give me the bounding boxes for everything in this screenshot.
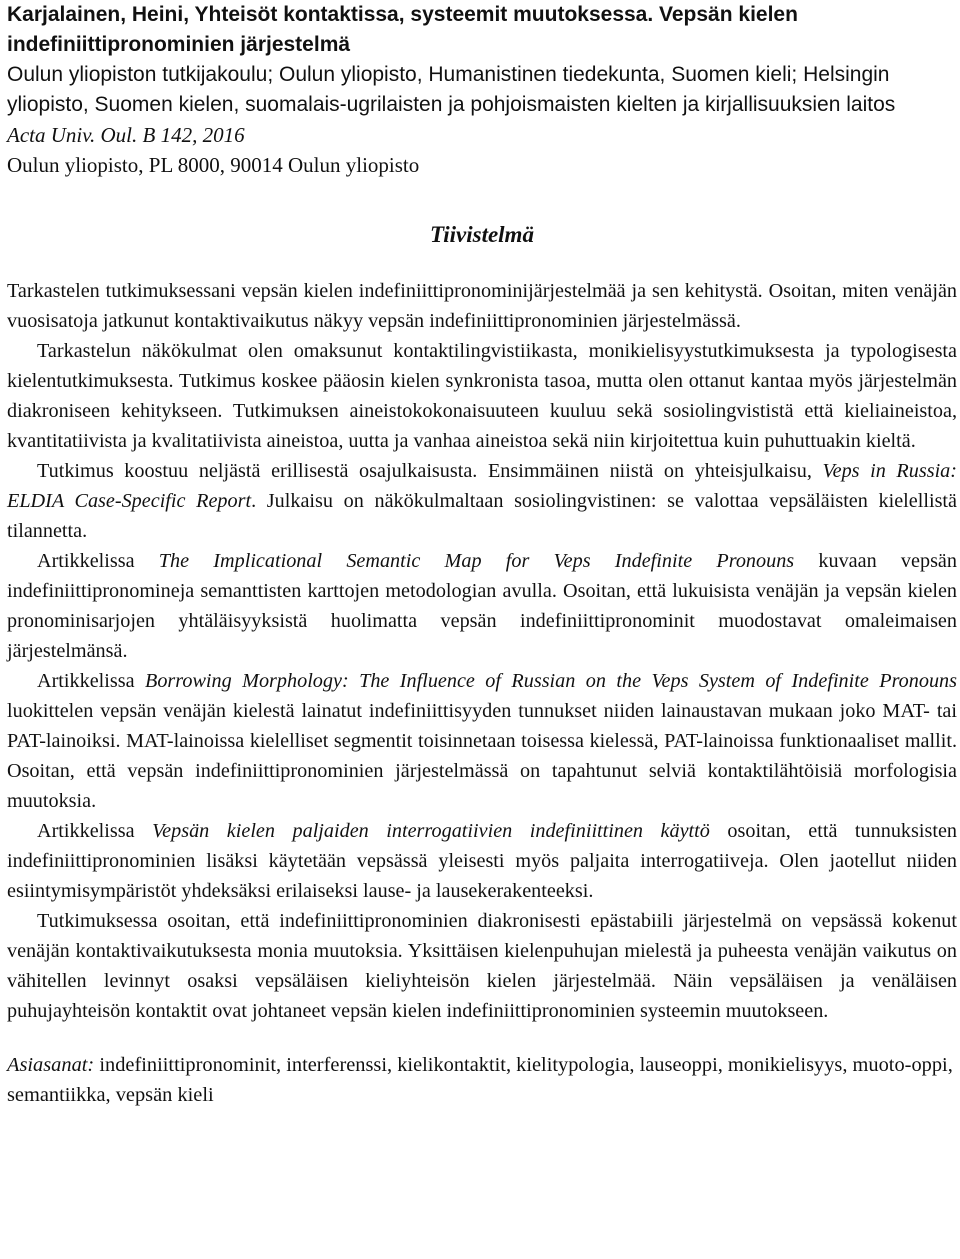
document-page bbox=[7, 0, 957, 1110]
abstract-paragraph-4 bbox=[7, 546, 957, 666]
paragraph-text: Artikkelissa bbox=[37, 670, 145, 692]
article-title: The Implicational Semantic Map for Veps Indefinite Pronouns bbox=[158, 550, 795, 572]
keywords-label: Asiasanat: bbox=[7, 1054, 95, 1076]
abstract-paragraph-6 bbox=[7, 816, 957, 906]
paragraph-text: kuvaan vepsän indefiniittipronomineja semanttisten karttojen metodologian avulla. Osoitan, että lukuisista venäjän ja vepsän kielen pronominisarjojen yhtäläisyyksistä huolimatta vepsän indefiniittipronominit muodostavat omaleimaisen järjestelmänsä. bbox=[7, 550, 957, 662]
keywords bbox=[7, 1050, 957, 1110]
abstract-paragraph-7: Tutkimuksessa osoitan, että indefiniittipronominien diakronisesti epästabiili järjestelmä on vepsässä kokenut venäjän kontaktivaikutuksesta monia muutoksia. Yksittäisen kielenpuhujan mielestä ja puheesta venäjän vaikutus on vähitellen levinnyt osaksi vepsäläisen kieliyhteisön kielen järjestelmää. Näin vepsäläisen ja venäläisen puhujayhteisön kontaktit ovat johtaneet vepsän kielen indefiniittipronominien systeemin muutokseen. bbox=[7, 910, 957, 1022]
publication-title: Veps in Russia: ELDIA Case-Specific Report bbox=[7, 460, 957, 512]
abstract-heading: Tiivistelmä bbox=[430, 222, 534, 247]
abstract-paragraph-3 bbox=[7, 456, 957, 546]
publisher-address: Oulun yliopisto, PL 8000, 90014 Oulun yliopisto bbox=[7, 153, 420, 177]
paragraph-text: . Julkaisu on näkökulmaltaan sosiolingvistinen: se valottaa vepsäläisten kielellistä tilannetta. bbox=[7, 490, 958, 542]
abstract-paragraph-2: Tarkastelun näkökulmat olen omaksunut kontaktilingvistiikasta, monikielisyystutkimuksesta ja typologisesta kielentutkimuksesta. Tutkimus koskee pääosin kielen synkronista tasoa, mutta olen ottanut kantaa myös järjestelmän diakroniseen kehitykseen. Tutkimuksen aineistokokonaisuuteen kuuluu sekä sosiolingvististä että kieliaineistoa, kvantitatiivista ja kvalitatiivista aineistoa, uutta ja vanhaa aineistoa sekä niin kirjoitettua kuin puhuttuakin kieltä. bbox=[7, 340, 957, 452]
affiliation: Oulun yliopiston tutkijakoulu; Oulun yliopisto, Humanistinen tiedekunta, Suomen kieli; Helsingin yliopisto, Suomen kielen, suomalais-ugrilaisten ja pohjoismaisten kielten ja kirjallisuuksien laitos bbox=[7, 63, 896, 116]
paragraph-text: Artikkelissa bbox=[37, 820, 153, 842]
paragraph-text: Tutkimus koostuu neljästä erillisestä osajulkaisusta. Ensimmäinen niistä on yhteisjulkaisu, bbox=[37, 460, 823, 482]
keywords-list: indefiniittipronominit, interferenssi, kielikontaktit, kielitypologia, lauseoppi, monikielisyys, muoto-oppi, semantiikka, vepsän kieli bbox=[7, 1054, 953, 1106]
paragraph-text: Artikkelissa bbox=[37, 550, 159, 572]
citation-title: Karjalainen, Heini, Yhteisöt kontaktissa, systeemit muutoksessa. Vepsän kielen indefiniittipronominien järjestelmä bbox=[7, 3, 798, 56]
series-info: Acta Univ. Oul. B 142, 2016 bbox=[7, 123, 245, 147]
abstract-paragraph-5 bbox=[7, 666, 957, 816]
paragraph-text: luokittelen vepsän venäjän kielestä lainatut indefiniittisyyden tunnukset niiden lainaustavan mukaan joko MAT- tai PAT-lainoiksi. MAT-lainoissa kielelliset segmentit toisinnetaan toisessa kielessä, PAT-lainoissa funktionaaliset mallit. Osoitan, että vepsän indefiniittipronominien järjestelmässä on tapahtunut selviä kontaktilähtöisiä morfologisia muutoksia. bbox=[7, 700, 957, 812]
abstract-paragraph-1: Tarkastelen tutkimuksessani vepsän kielen indefiniittipronominijärjestelmää ja sen kehitystä. Osoitan, miten venäjän vuosisatoja jatkunut kontaktivaikutus näkyy vepsän indefiniittipronominien järjestelmässä. bbox=[7, 280, 957, 332]
paragraph-text: osoitan, että tunnuksisten indefiniittipronominien lisäksi käytetään vepsässä yleisesti myös paljaita interrogatiiveja. Olen jaotellut niiden esiintymisympäristöt yhdeksäksi erilaiseksi lause- ja lausekerakenteeksi. bbox=[7, 820, 957, 902]
article-title: Vepsän kielen paljaiden interrogatiivien indefiniittinen käyttö bbox=[152, 820, 710, 842]
article-title: Borrowing Morphology: The Influence of Russian on the Veps System of Indefinite Pronouns bbox=[144, 670, 957, 692]
